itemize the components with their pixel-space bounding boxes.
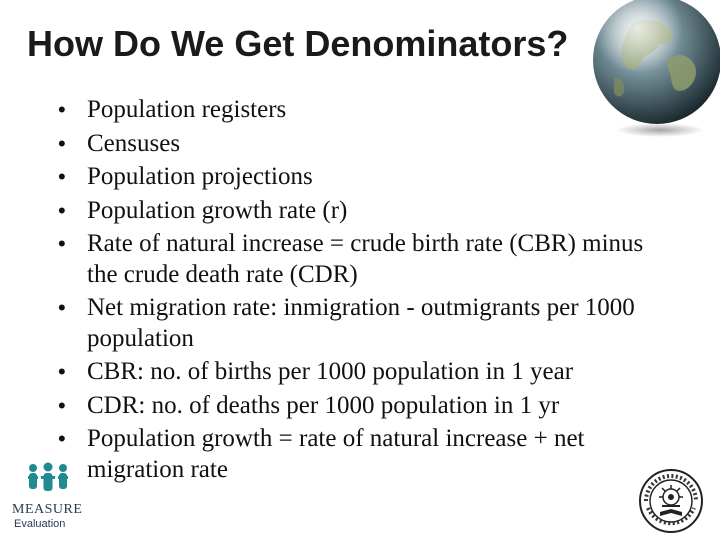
bullet-marker: •	[58, 97, 66, 122]
bullet-text: Rate of natural increase = crude birth rate (CBR) minus the crude death rate (CDR)	[87, 230, 644, 288]
people-icon	[24, 462, 72, 502]
bullet-text: Population registers	[87, 96, 287, 123]
list-item	[58, 391, 678, 422]
list-item	[58, 229, 678, 290]
list-item	[58, 424, 678, 485]
list-item	[58, 162, 678, 193]
bullet-marker: •	[58, 359, 66, 384]
bullet-text: CDR: no. of deaths per 1000 population in 1 yr	[87, 391, 560, 419]
bullet-marker: •	[58, 231, 66, 256]
bullet-text: Net migration rate: inmigration - outmigrants per 1000 population	[87, 294, 635, 352]
bullet-text: CBR: no. of births per 1000 population in 1 year	[87, 358, 574, 385]
measure-subtitle: Evaluation	[14, 518, 66, 530]
bullet-marker: •	[58, 197, 66, 223]
measure-evaluation-logo	[8, 462, 83, 537]
list-item	[58, 293, 678, 354]
bullet-text: Population projections	[87, 163, 313, 190]
bullet-list	[58, 95, 678, 488]
slide-title: How Do We Get Denominators?	[27, 23, 569, 64]
bullet-text: Population growth = rate of natural increase + net migration rate	[87, 425, 585, 483]
globe-icon	[584, 0, 720, 140]
bullet-marker: •	[58, 392, 66, 418]
list-item	[58, 357, 678, 388]
bullet-text: Censuses	[87, 129, 181, 157]
bullet-marker: •	[58, 164, 66, 189]
bullet-marker: •	[58, 295, 66, 320]
bullet-marker: •	[58, 130, 66, 156]
bullet-text: Population growth rate (r)	[87, 196, 348, 224]
measure-wordmark: MEASURE	[12, 502, 83, 517]
bullet-marker: •	[58, 426, 66, 451]
university-seal-icon	[638, 468, 704, 534]
list-item	[58, 196, 678, 227]
